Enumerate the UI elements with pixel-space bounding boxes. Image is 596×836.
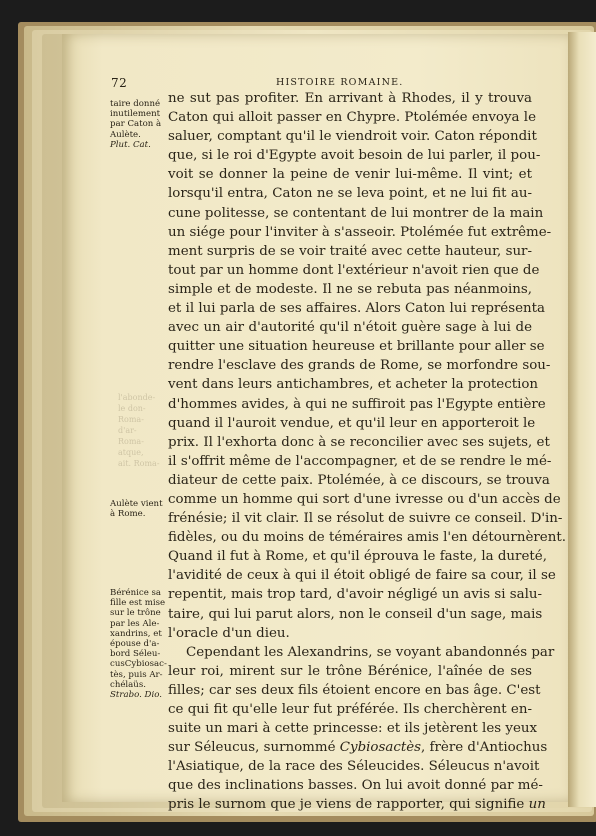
margin-note-line: par les Ale- [110,618,160,629]
margin-note-line: fille est mise [110,598,166,609]
text-line: pris le surnom que je viens de rapporter, qui signifie un [168,797,546,813]
show-through-line: ait. Roma- [118,459,160,468]
margin-note-line: à Rome. [110,509,146,520]
text-line: prix. Il l'exhorta donc à se reconcilier avec ses sujets, et [168,434,550,450]
text-line: tout par un homme dont l'extérieur n'avoit rien que de [168,262,540,278]
text-line: avec un air d'autorité qu'il n'étoit guère sage à lui de [168,320,532,336]
text-line: simple et de modeste. Il ne se rebuta pas néanmoins, [168,281,532,297]
text-line: filles; car ses deux fils étoient encore en bas âge. C'est [168,682,541,698]
text-line: Quand il fut à Rome, et qu'il éprouva le faste, la dureté, [168,549,547,565]
margin-note-rome [110,499,172,519]
margin-note-caton [110,99,172,150]
text-line: diateur de cette paix. Ptolémée, à ce discours, se trouva [168,472,550,488]
margin-note-line: xandrins, et [110,628,162,639]
text-line: l'Asiatique, de la race des Séleucides. Séleucus n'avoit [168,759,540,775]
text-line: comme un homme qui sort d'une ivresse ou d'un accès de [168,491,561,507]
text-line: cune politesse, se contentant de lui montrer de la main [168,205,544,221]
running-title: HISTOIRE ROMAINE. [276,77,404,88]
show-through-text [118,392,168,478]
text-line: ce qui fit qu'elle leur fut préférée. Ils cherchèrent en- [168,702,532,717]
margin-note-line: inutilement [110,109,161,120]
text-line: vent dans leurs antichambres, et acheter la protection [168,377,539,393]
text-line: l'oracle d'un dieu. [168,625,290,641]
page-number: 72 [111,76,128,90]
text-line: fidèles, ou du moins de téméraires amis l'en détournèrent. [168,530,566,546]
text-line: repentit, mais trop tard, d'avoir négligé un avis si salu- [168,587,543,603]
body-text [168,89,566,815]
margin-note-line: par Caton à [110,119,162,130]
show-through-line: le don- [118,404,146,413]
margin-note-source: Plut. Cat. [110,139,151,150]
text-line: rendre l'esclave des grands de Rome, se morfondre sou- [168,358,551,374]
text-line: lorsqu'il entra, Caton ne se leva point, et ne lui fit au- [168,186,532,202]
text-line: que des inclinations basses. On lui avoit donné par mé- [168,778,543,794]
margin-note-line: cusCybiosac- [110,659,167,670]
show-through-line: d'ar- [118,426,137,435]
text-line: quand il l'auroit vendue, et qu'il leur en apporteroit le [168,415,536,431]
text-line: leur roi, mirent sur le trône Bérénice, l'aînée de ses [168,663,532,679]
margin-note-line: Bérénice sa [110,588,162,598]
show-through-line: l'abonde- [118,393,156,402]
text-line: voit se donner la peine de venir lui-même. Il vint; et [168,167,532,183]
margin-note-line: sur le trône [110,608,161,619]
text-line: d'hommes avides, à qui ne suffiroit pas l'Egypte entière [168,396,546,412]
show-through-line: atque, [118,448,144,457]
margin-note-source: Strabo. Dio. [110,690,162,701]
text-line: saluer, comptant qu'il le viendroit voir. Caton répondit [168,129,537,145]
text-line: ment surpris de se voir traité avec cette hauteur, sur- [168,243,532,259]
text-line: taire, qui lui parut alors, non le conseil d'un sage, mais [168,606,543,622]
text-line: Caton qui alloit passer en Chypre. Ptolémée envoya le [168,110,537,126]
text-line: l'avidité de ceux à qui il étoit obligé de faire sa cour, il se [168,568,556,584]
text-line: il s'offrit même de l'accompagner, et de se rendre le mé- [168,453,552,469]
facing-page-edge [568,32,596,807]
margin-note-berenice [110,588,172,700]
text-line: que, si le roi d'Egypte avoit besoin de lui parler, il pou- [168,148,541,164]
margin-note-line: tès, puis Ar- [110,669,163,680]
margin-note-line: Aulète. [110,129,141,140]
text-line: Cependant les Alexandrins, se voyant abandonnés par [186,644,555,660]
text-line: un siége pour l'inviter à s'asseoir. Ptolémée fut extrême- [168,224,552,240]
margin-note-line: chélaüs. [110,679,146,690]
margin-note-line: Aulète vient [110,499,163,509]
margin-note-line: épouse d'a- [110,639,160,650]
margin-note-line: taire donné [110,99,161,109]
text-line: suite un mari à cette princesse: et ils jetèrent les yeux [168,721,538,737]
text-line: sur Séleucus, surnommé Cybiosactès, frère d'Antiochus [168,740,548,756]
text-line: et il lui parla de ses affaires. Alors Caton lui représenta [168,301,546,317]
text-line: ne sut pas profiter. En arrivant à Rhodes, il y trouva [168,91,532,106]
text-line: quitter une situation heureuse et brillante pour aller se [168,339,545,355]
show-through-line: Roma- [118,415,144,424]
show-through-line: Roma- [118,437,144,446]
text-line: frénésie; il vit clair. Il se résolut de suivre ce conseil. D'in- [168,511,563,527]
margin-note-line: bord Séleu- [110,649,161,660]
